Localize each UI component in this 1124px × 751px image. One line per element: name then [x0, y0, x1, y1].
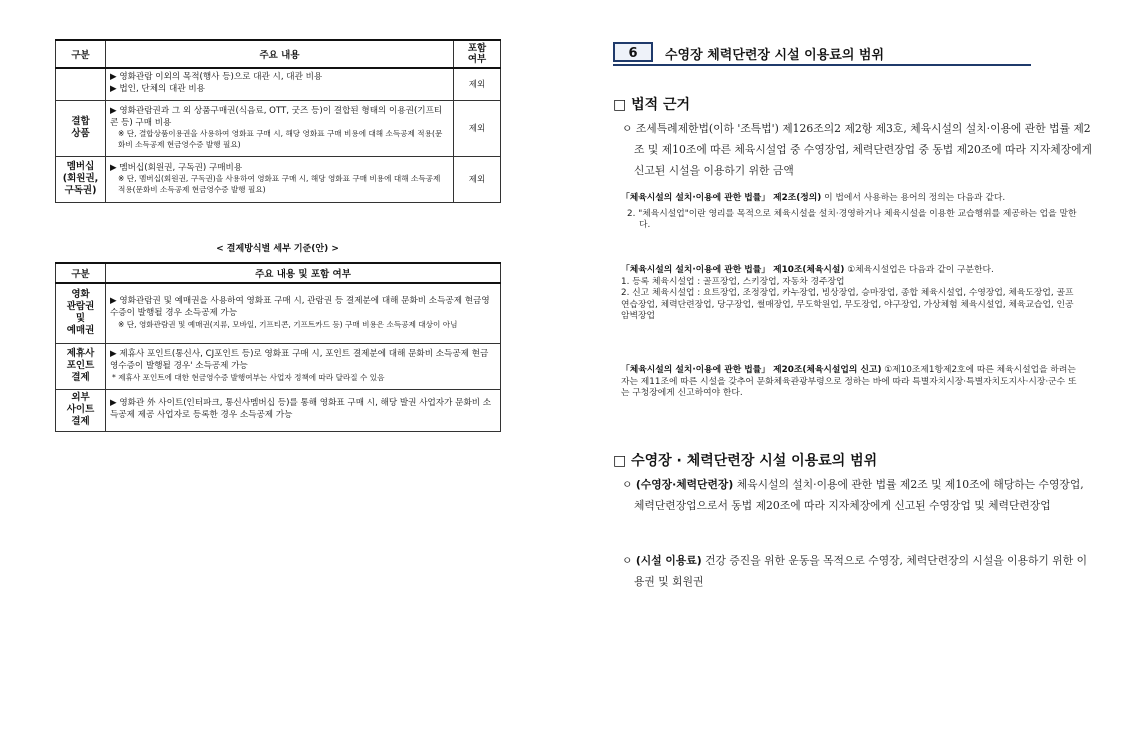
header-content: 주요 내용 — [106, 40, 454, 68]
row-content — [106, 389, 501, 431]
scope-bullet-1-label: (수영장·체력단련장) — [635, 478, 734, 491]
row-content — [106, 100, 454, 156]
row-included: 제외 — [454, 100, 501, 156]
row-included: 제외 — [454, 68, 501, 100]
row-included: 제외 — [454, 156, 501, 202]
table-caption: < 결제방식별 세부 기준(안) > — [216, 244, 339, 254]
scope-bullet-2-text: 건강 증진을 위한 운동을 목적으로 수영장, 체력단련장의 시설을 이용하기 위한 이용권 및 회원권 — [634, 554, 1088, 588]
row-line: ▶ 멤버십(회원권, 구독권) 구매비용 — [110, 162, 243, 173]
scope-bullet-2: ㅇ (시설 이용료) 건강 증진을 위한 운동을 목적으로 수영장, 체력단련장의 시설을 이용하기 위한 이용권 및 회원권 — [622, 554, 1088, 588]
header-category: 구분 — [56, 40, 106, 68]
article20-block — [621, 365, 1081, 400]
section-title: 수영장 체력단련장 시설 이용료의 범위 — [665, 48, 885, 63]
row-category: 결합 상품 — [56, 100, 106, 156]
payment-method-table — [55, 262, 501, 432]
row-category: 영화 관람권 및 예매권 — [56, 283, 106, 343]
row-category: 멤버십 (회원권, 구독권) — [56, 156, 106, 202]
article20-title: 「체육시설의 설치·이용에 관한 법률」 제20조(체육시설업의 신고) — [621, 365, 882, 375]
header-included: 포함 여부 — [454, 40, 501, 68]
article2-title: 「체육시설의 설치·이용에 관한 법률」 제2조(정의) — [621, 193, 822, 203]
exclusion-table — [55, 39, 501, 203]
table-row — [56, 343, 501, 389]
row-line: ▶ 영화관람권 및 예매권을 사용하여 영화표 구매 시, 관람권 등 결제분에 대해 문화비 소득공제 현금영수증이 발행될 경우 소득공제 가능 — [110, 296, 490, 318]
article10-title: 「체육시설의 설치·이용에 관한 법률」 제10조(체육시설) — [621, 265, 845, 275]
row-note: ※ 단, 영화관람권 및 예매권(지류, 모바일, 기프티콘, 기프트카드 등) 구매 비용은 소득공제 대상이 아님 — [118, 319, 458, 329]
table-row — [56, 283, 501, 343]
row-note: ※ 단, 결합상품이용권을 사용하여 영화표 구매 시, 해당 영화표 구매 비용에 대해 소득공제 적용(문화비 소득공제 현금영수증 발행 필요) — [118, 129, 443, 149]
article10-item2: 2. 신고 체육시설업 : 요트장업, 조정장업, 카누장업, 빙상장업, 승마장업, 종합 체육시설업, 수영장업, 체육도장업, 골프 연습장업, 체력단련장업, 당구장업, 썰매장업, 무도학원업, 무도장업, 야구장업, 가상체험 체육시설업, 체육교습업, 인공암벽장업 — [621, 288, 1074, 321]
table-row — [56, 100, 501, 156]
row-category — [56, 68, 106, 100]
row-line: ▶ 제휴사 포인트(통신사, CJ포인트 등)로 영화표 구매 시, 포인트 결제분에 대해 문화비 소득공제 현금영수증이 발행될 경우' 소득공제 가능 — [110, 348, 489, 371]
scope-heading: □ 수영장 · 체력단련장 시설 이용료의 범위 — [613, 453, 878, 469]
scope-bullet-1-text: 체육시설의 설치·이용에 관한 법률 제2조 및 제10조에 해당하는 수영장업, 체력단련장업으로서 동법 제20조에 따라 지자체장에게 신고된 수영장업 및 체력단련장업 — [634, 478, 1084, 512]
section-header — [613, 42, 1031, 66]
article2-item: 2. "체육시설업"이란 영리를 목적으로 체육시설을 설치·경영하거나 체육시설을 이용한 교습행위를 제공하는 업을 말한다. — [627, 208, 1077, 230]
table-header-row — [56, 40, 501, 68]
row-content — [106, 68, 454, 100]
table-header-row — [56, 263, 501, 283]
row-line: ▶ 법인, 단체의 대관 비용 — [110, 84, 205, 95]
article20-text: ①제10조제1항제2호에 따른 체육시설업을 하려는 자는 제11조에 따른 시설을 갖추어 문화체육관광부령으로 정하는 바에 따라 특별자치시장·특별자치도지사·시장·군수 또는 구청장에게 신고하여야 한다. — [621, 365, 1077, 398]
scope-bullet-2-label: (시설 이용료) — [635, 554, 702, 567]
row-line: ▶ 영화관 外 사이트(인터파크, 통신사멤버십 등)를 통해 영화표 구매 시, 해당 발권 사업자가 문화비 소득공제 제공 사업자로 등록한 경우 소득공제 가능 — [110, 398, 492, 420]
header-category: 구분 — [56, 263, 106, 283]
row-note: ※ 단, 멤버십(회원권, 구독권)을 사용하여 영화표 구매 시, 해당 영화표 구매 비용에 대해 소득공제 적용(문화비 소득공제 현금영수증 발행 필요) — [118, 174, 441, 194]
section-number: 6 — [613, 42, 653, 62]
article2-block — [621, 193, 1081, 232]
row-line: ▶ 영화관람 이외의 목적(행사 등)으로 대관 시, 대관 비용 — [110, 72, 323, 83]
header-content: 주요 내용 및 포함 여부 — [106, 263, 501, 283]
table-row — [56, 389, 501, 431]
legal-basis-bullet: ㅇ 조세특례제한법(이하 '조특법') 제126조의2 제2항 제3호, 체육시설의 설치·이용에 관한 법률 제2조 및 제10조에 따른 체육시설업 중 수영장업, 체력단련장업 중 동법 제20조에 따라 지자체장에게 신고된 시설을 이용하기 위한 금액 — [622, 122, 1092, 177]
legal-basis-heading: □ 법적 근거 — [613, 97, 691, 113]
row-line: ▶ 영화관람권과 그 외 상품구매권(식음료, OTT, 굿즈 등)이 결합된 형태의 이용권(기프티콘 등) 구매 비용 — [110, 105, 443, 128]
table-row — [56, 68, 501, 100]
row-content — [106, 283, 501, 343]
row-content — [106, 156, 454, 202]
article10-item1: 1. 등록 체육시설업 : 골프장업, 스키장업, 자동차 경주장업 — [621, 276, 845, 287]
row-category: 제휴사 포인트 결제 — [56, 343, 106, 389]
row-content — [106, 343, 501, 389]
article10-block — [621, 265, 1081, 323]
row-category: 외부 사이트 결제 — [56, 389, 106, 431]
table-row — [56, 156, 501, 202]
article2-text: 이 법에서 사용하는 용어의 정의는 다음과 같다. — [821, 193, 1006, 203]
article10-text: ①체육시설업은 다음과 같이 구분한다. — [844, 265, 994, 275]
scope-bullet-1: ㅇ (수영장·체력단련장) 체육시설의 설치·이용에 관한 법률 제2조 및 제10조에 해당하는 수영장업, 체력단련장업으로서 동법 제20조에 따라 지자체장에게 신고된 수영장업 및 체력단련장업 — [622, 478, 1084, 512]
row-note: * 제휴사 포인트에 대한 현금영수증 발행여부는 사업자 정책에 따라 달라질 수 있음 — [112, 372, 385, 382]
